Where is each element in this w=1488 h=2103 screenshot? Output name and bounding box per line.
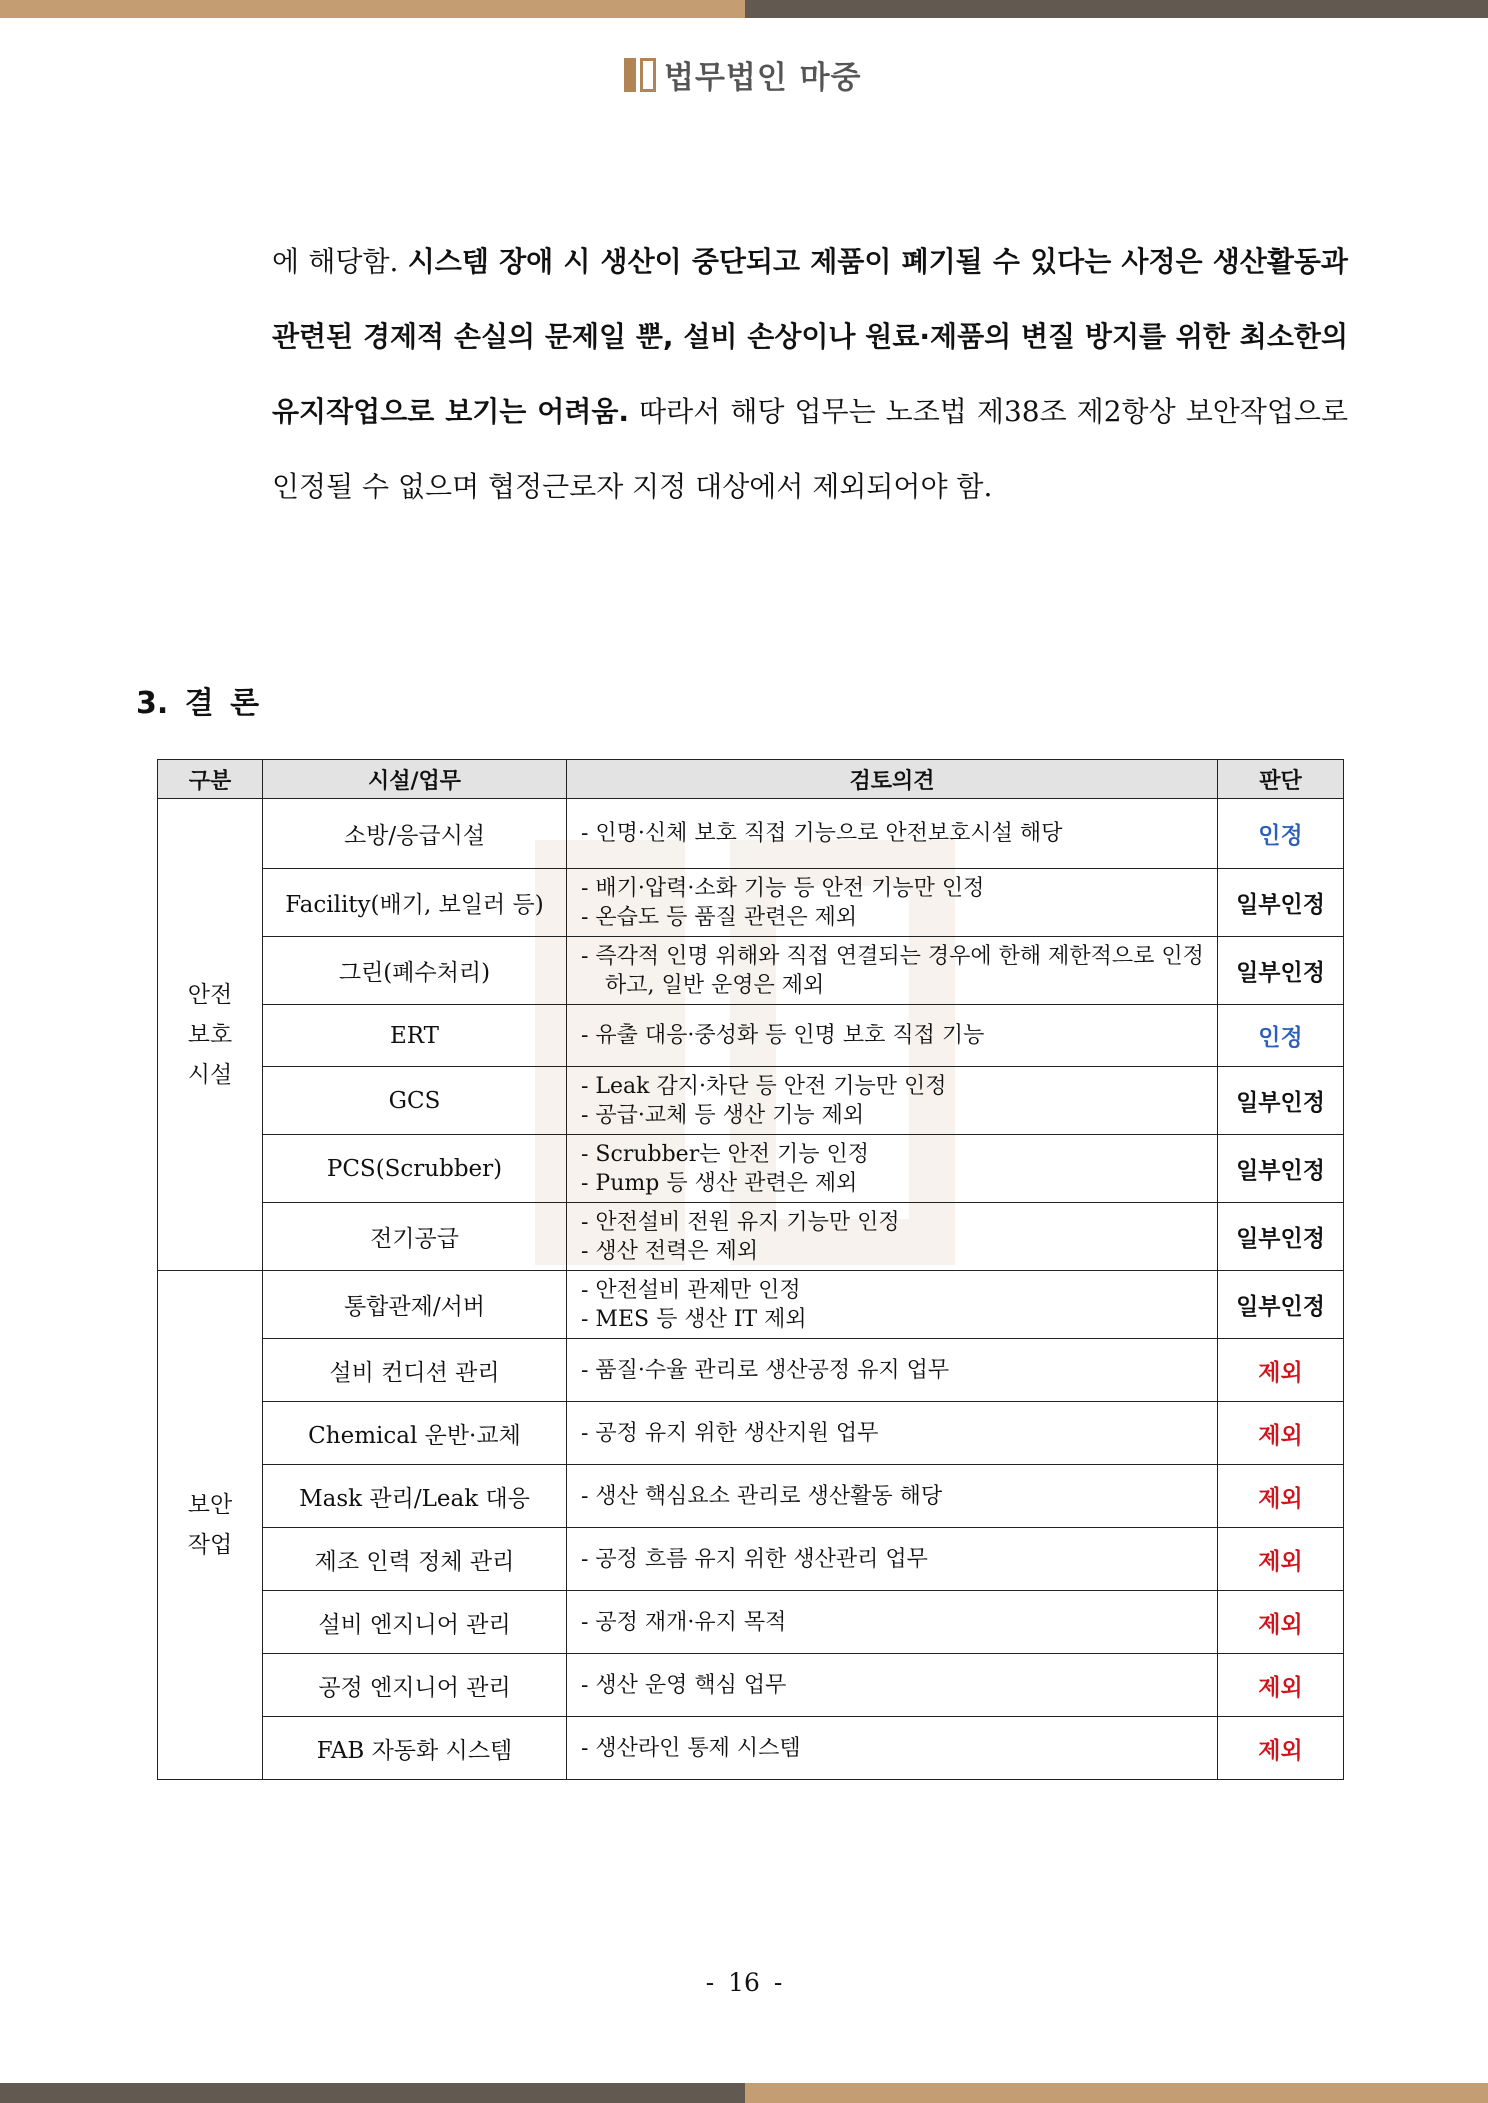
opinion-line: - MES 등 생산 IT 제외 [581,1306,807,1332]
opinion-cell [567,869,1218,937]
table-row [158,1717,1344,1780]
judgment-cell: 일부인정 [1218,1135,1344,1203]
judgment-cell: 인정 [1218,1005,1344,1067]
table-row [158,799,1344,869]
table-row [158,1135,1344,1203]
judgment-cell: 제외 [1218,1528,1344,1591]
table-row [158,1203,1344,1271]
opinion-cell [567,1135,1218,1203]
table-row [158,1005,1344,1067]
facility-cell: 제조 인력 정체 관리 [263,1528,567,1591]
facility-cell: FAB 자동화 시스템 [263,1717,567,1780]
paragraph-bold-text: 시스템 장애 시 생산이 중단되고 제품이 폐기될 수 있다는 사정은 생산활동과 관련된 경제적 손실의 문제일 뿐, 설비 손상이나 원료·제품의 변질 방지를 위한 최소한의 유지작업으로 보기는 어려움. [272,245,1348,428]
table-row [158,1465,1344,1528]
opinion-cell [567,1067,1218,1135]
firm-logo-icon [624,56,656,92]
firm-logo [624,52,861,96]
opinion-cell [567,1717,1218,1780]
judgment-cell: 일부인정 [1218,937,1344,1005]
facility-cell: 소방/응급시설 [263,799,567,869]
facility-cell: Facility(배기, 보일러 등) [263,869,567,937]
footer-accent-bar-gold [745,2083,1488,2103]
firm-logo-text: 법무법인 마중 [664,59,862,96]
opinion-cell [567,1005,1218,1067]
opinion-cell [567,937,1218,1005]
paragraph-text-1: 에 해당함. [272,245,408,278]
opinion-line: - 공정 재개·유지 목적 [581,1609,787,1635]
opinion-line: - 즉각적 인명 위해와 직접 연결되는 경우에 한해 제한적으로 인정하고, 일반 운영은 제외 [581,943,1204,998]
table-row [158,1528,1344,1591]
facility-cell: 통합관제/서버 [263,1271,567,1339]
table-row [158,1271,1344,1339]
opinion-line: - 생산 운영 핵심 업무 [581,1672,787,1698]
facility-cell: Mask 관리/Leak 대응 [263,1465,567,1528]
header-opinion: 검토의견 [567,760,1218,799]
judgment-cell: 제외 [1218,1402,1344,1465]
category-cell: 안전 보호 시설 [158,799,263,1271]
opinion-line: - 품질·수율 관리로 생산공정 유지 업무 [581,1357,950,1383]
judgment-cell: 제외 [1218,1717,1344,1780]
judgment-cell: 제외 [1218,1654,1344,1717]
facility-cell: 공정 엔지니어 관리 [263,1654,567,1717]
opinion-line: - 생산 핵심요소 관리로 생산활동 해당 [581,1483,943,1509]
opinion-cell [567,1339,1218,1402]
judgment-cell: 일부인정 [1218,1067,1344,1135]
paragraph-text-2: 따라서 해당 업무는 노조법 제38조 제2항상 보안작업으로 인정될 수 없으며 협정근로자 지정 대상에서 제외되어야 함. [272,395,1348,503]
opinion-line: - 공정 흐름 유지 위한 생산관리 업무 [581,1546,928,1572]
judgment-cell: 제외 [1218,1591,1344,1654]
opinion-line: - 온습도 등 품질 관련은 제외 [581,904,858,930]
body-paragraph [272,224,1348,524]
opinion-cell [567,1528,1218,1591]
header-judgment: 판단 [1218,760,1344,799]
table-row [158,1339,1344,1402]
footer-accent-bar-dark [0,2083,745,2103]
opinion-cell [567,1465,1218,1528]
opinion-line: - 유출 대응·중성화 등 인명 보호 직접 기능 [581,1023,985,1048]
opinion-line: - 공정 유지 위한 생산지원 업무 [581,1420,879,1446]
opinion-line: - Scrubber는 안전 기능 인정 [581,1141,869,1167]
header-accent-bar-dark [745,0,1488,18]
opinion-line: - 생산 전력은 제외 [581,1238,759,1264]
judgment-cell: 일부인정 [1218,1203,1344,1271]
table-row [158,1591,1344,1654]
table-body [158,799,1344,1780]
table-row [158,1654,1344,1717]
category-cell: 보안 작업 [158,1271,263,1780]
header-facility: 시설/업무 [263,760,567,799]
opinion-line: - 안전설비 관제만 인정 [581,1277,801,1303]
header-accent-bar-gold [0,0,745,18]
facility-cell: 설비 엔지니어 관리 [263,1591,567,1654]
facility-cell: 설비 컨디션 관리 [263,1339,567,1402]
opinion-line: - Leak 감지·차단 등 안전 기능만 인정 [581,1073,947,1099]
table-row [158,937,1344,1005]
review-table [157,759,1344,1780]
judgment-cell: 제외 [1218,1339,1344,1402]
table-row [158,1402,1344,1465]
facility-cell: Chemical 운반·교체 [263,1402,567,1465]
page-number: - 16 - [705,1968,783,1997]
judgment-cell: 제외 [1218,1465,1344,1528]
opinion-line: - 인명·신체 보호 직접 기능으로 안전보호시설 해당 [581,821,1063,846]
opinion-line: - Pump 등 생산 관련은 제외 [581,1170,858,1196]
facility-cell: 그린(폐수처리) [263,937,567,1005]
opinion-line: - 안전설비 전원 유지 기능만 인정 [581,1209,900,1235]
section-title: 3. 결 론 [136,686,260,721]
opinion-cell [567,1203,1218,1271]
facility-cell: PCS(Scrubber) [263,1135,567,1203]
opinion-cell [567,1271,1218,1339]
facility-cell: GCS [263,1067,567,1135]
facility-cell: ERT [263,1005,567,1067]
judgment-cell: 일부인정 [1218,1271,1344,1339]
opinion-line: - 배기·압력·소화 기능 등 안전 기능만 인정 [581,875,985,901]
header-category: 구분 [158,760,263,799]
opinion-cell [567,1402,1218,1465]
opinion-cell [567,1591,1218,1654]
table-row [158,869,1344,937]
judgment-cell: 일부인정 [1218,869,1344,937]
opinion-cell [567,799,1218,869]
opinion-line: - 생산라인 통제 시스템 [581,1735,801,1761]
table-header-row [158,760,1344,799]
facility-cell: 전기공급 [263,1203,567,1271]
opinion-line: - 공급·교체 등 생산 기능 제외 [581,1102,865,1128]
table-row [158,1067,1344,1135]
opinion-cell [567,1654,1218,1717]
judgment-cell: 인정 [1218,799,1344,869]
